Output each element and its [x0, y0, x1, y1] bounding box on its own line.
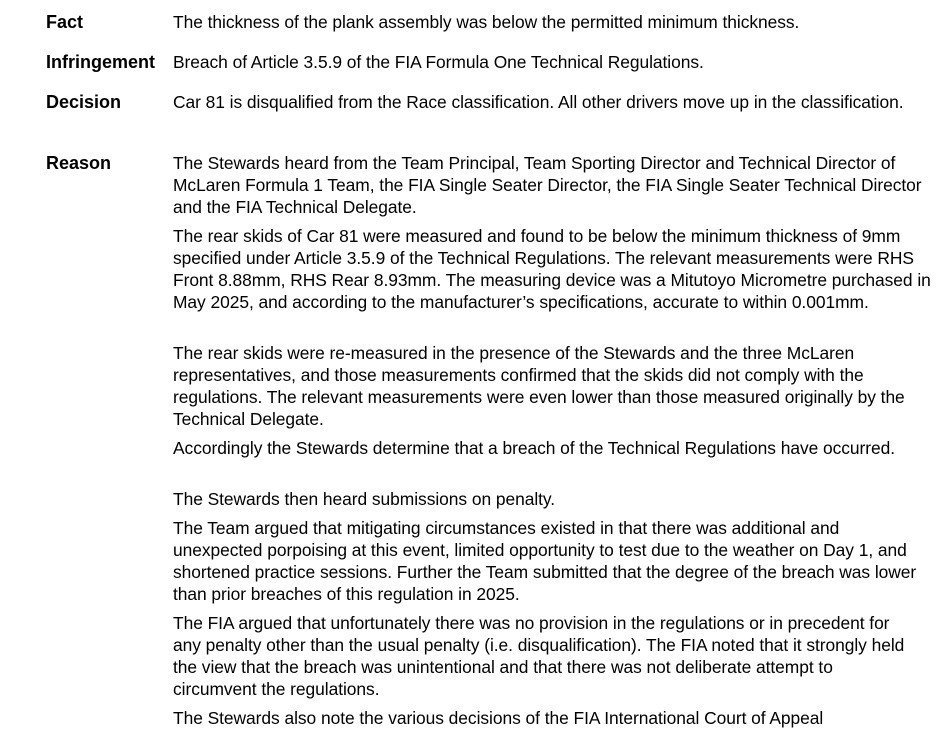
reason-paragraph: The Team argued that mitigating circumstances existed in that there was additional and unexpected porpoising at this event, limited opportunity to test due to the weather on Day 1, and shortened practice sessions. Further the Team submitted that the degree of the breach was lower than prior breaches of this regulation in 2025.	[173, 518, 917, 604]
decision-label: Decision	[46, 92, 122, 112]
reason-paragraph: The Stewards then heard submissions on penalty.	[173, 489, 556, 509]
reason-paragraph: The FIA argued that unfortunately there was no provision in the regulations or in precedent for any penalty other than the usual penalty (i.e. disqualification). The FIA noted that it strongly held the view that the breach was unintentional and that there was not deliberate attempt to circumvent the regulations.	[173, 613, 905, 699]
decision-text: Car 81 is disqualified from the Race classification. All other drivers move up in the classification.	[173, 92, 904, 112]
fact-label: Fact	[46, 12, 84, 32]
infringement-label: Infringement	[46, 52, 156, 72]
reason-label: Reason	[46, 153, 112, 173]
infringement-text: Breach of Article 3.5.9 of the FIA Formula One Technical Regulations.	[173, 52, 704, 72]
reason-paragraph: The Stewards also note the various decisions of the FIA International Court of Appeal	[173, 708, 824, 728]
reason-paragraph: The Stewards heard from the Team Principal, Team Sporting Director and Technical Director of McLaren Formula 1 Team, the FIA Single Seater Director, the FIA Single Seater Technical Director and the FIA Technical Delegate.	[173, 153, 922, 217]
reason-paragraph: Accordingly the Stewards determine that a breach of the Technical Regulations have occurred.	[173, 438, 896, 458]
reason-paragraph: The rear skids were re-measured in the presence of the Stewards and the three McLaren representatives, and those measurements confirmed that the skids did not comply with the regulations. The relevant measurements were even lower than those measured originally by the Technical Delegate.	[173, 343, 905, 429]
fact-text: The thickness of the plank assembly was below the permitted minimum thickness.	[173, 12, 800, 32]
reason-paragraph: The rear skids of Car 81 were measured and found to be below the minimum thickness of 9mm specified under Article 3.5.9 of the Technical Regulations. The relevant measurements were RHS Front 8.88mm, RHS Rear 8.93mm. The measuring device was a Mitutoyo Micrometre purchased in May 2025, and according to the manufacturer’s specifications, accurate to within 0.001mm.	[173, 226, 931, 312]
